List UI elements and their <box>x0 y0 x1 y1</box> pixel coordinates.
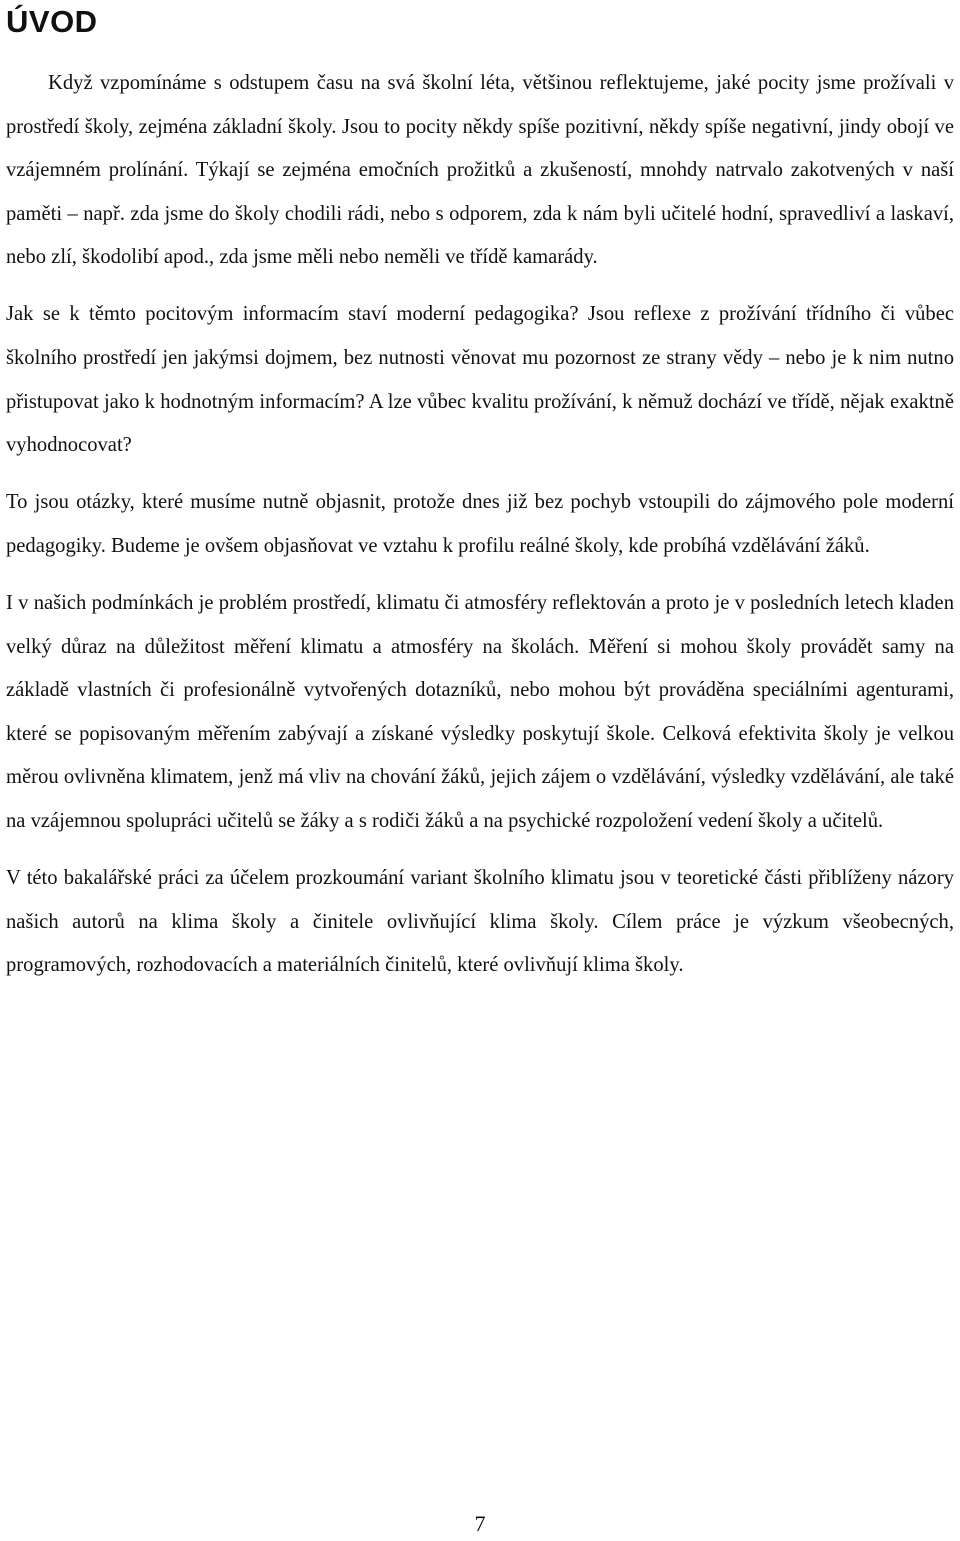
paragraph-objectives: To jsou otázky, které musíme nutně objasnit, protože dnes již bez pochyb vstoupili do zájmového pole moderní pedagogiky. Budeme je ovšem objasňovat ve vztahu k profilu reálné školy, kde probíhá vzdělávání žáků. <box>6 491 954 557</box>
paragraph-questions: Jak se k těmto pocitovým informacím staví moderní pedagogika? Jsou reflexe z prožívání třídního či vůbec školního prostředí jen jakýmsi dojmem, bez nutnosti věnovat mu pozornost ze strany vědy – nebo je k nim nutno přistupovat jako k hodnotným informacím? A lze vůbec kvalitu prožívání, k němuž dochází ve třídě, nějak exaktně vyhodnocovat? <box>6 303 954 457</box>
section-heading: ÚVOD <box>6 4 98 39</box>
page-number-label: 7 <box>474 1511 486 1536</box>
body-text <box>6 62 954 1001</box>
paragraph-measurement: I v našich podmínkách je problém prostředí, klimatu či atmosféry reflektován a proto je v posledních letech kladen velký důraz na důležitost měření klimatu a atmosféry na školách. Měření si mohou školy provádět samy na základě vlastních či profesionálně vytvořených dotazníků, nebo mohou být prováděna speciálními agenturami, které se popisovaným měřením zabývají a získané výsledky poskytují škole. Celková efektivita školy je velkou měrou ovlivněna klimatem, jenž má vliv na chování žáků, jejich zájem o vzdělávání, výsledky vzdělávání, ale také na vzájemnou spolupráci učitelů se žáky a s rodiči žáků a na psychické rozpoložení vedení školy a učitelů. <box>6 592 954 832</box>
page-number <box>0 1512 960 1536</box>
paragraph-intro: Když vzpomínáme s odstupem času na svá školní léta, většinou reflektujeme, jaké pocity jsme prožívali v prostředí školy, zejména základní školy. Jsou to pocity někdy spíše pozitivní, někdy spíše negativní, jindy obojí ve vzájemném prolínání. Týkají se zejména emočních prožitků a zkušeností, mnohdy natrvalo zakotvených v naší paměti – např. zda jsme do školy chodili rádi, nebo s odporem, zda k nám byli učitelé hodní, spravedliví a laskaví, nebo zlí, škodolibí apod., zda jsme měli nebo neměli ve třídě kamarády. <box>6 72 954 269</box>
paragraph-thesis-aim: V této bakalářské práci za účelem prozkoumání variant školního klimatu jsou v teoretické části přiblíženy názory našich autorů na klima školy a činitele ovlivňující klima školy. Cílem práce je výzkum všeobecných, programových, rozhodovacích a materiálních činitelů, které ovlivňují klima školy. <box>6 867 954 977</box>
